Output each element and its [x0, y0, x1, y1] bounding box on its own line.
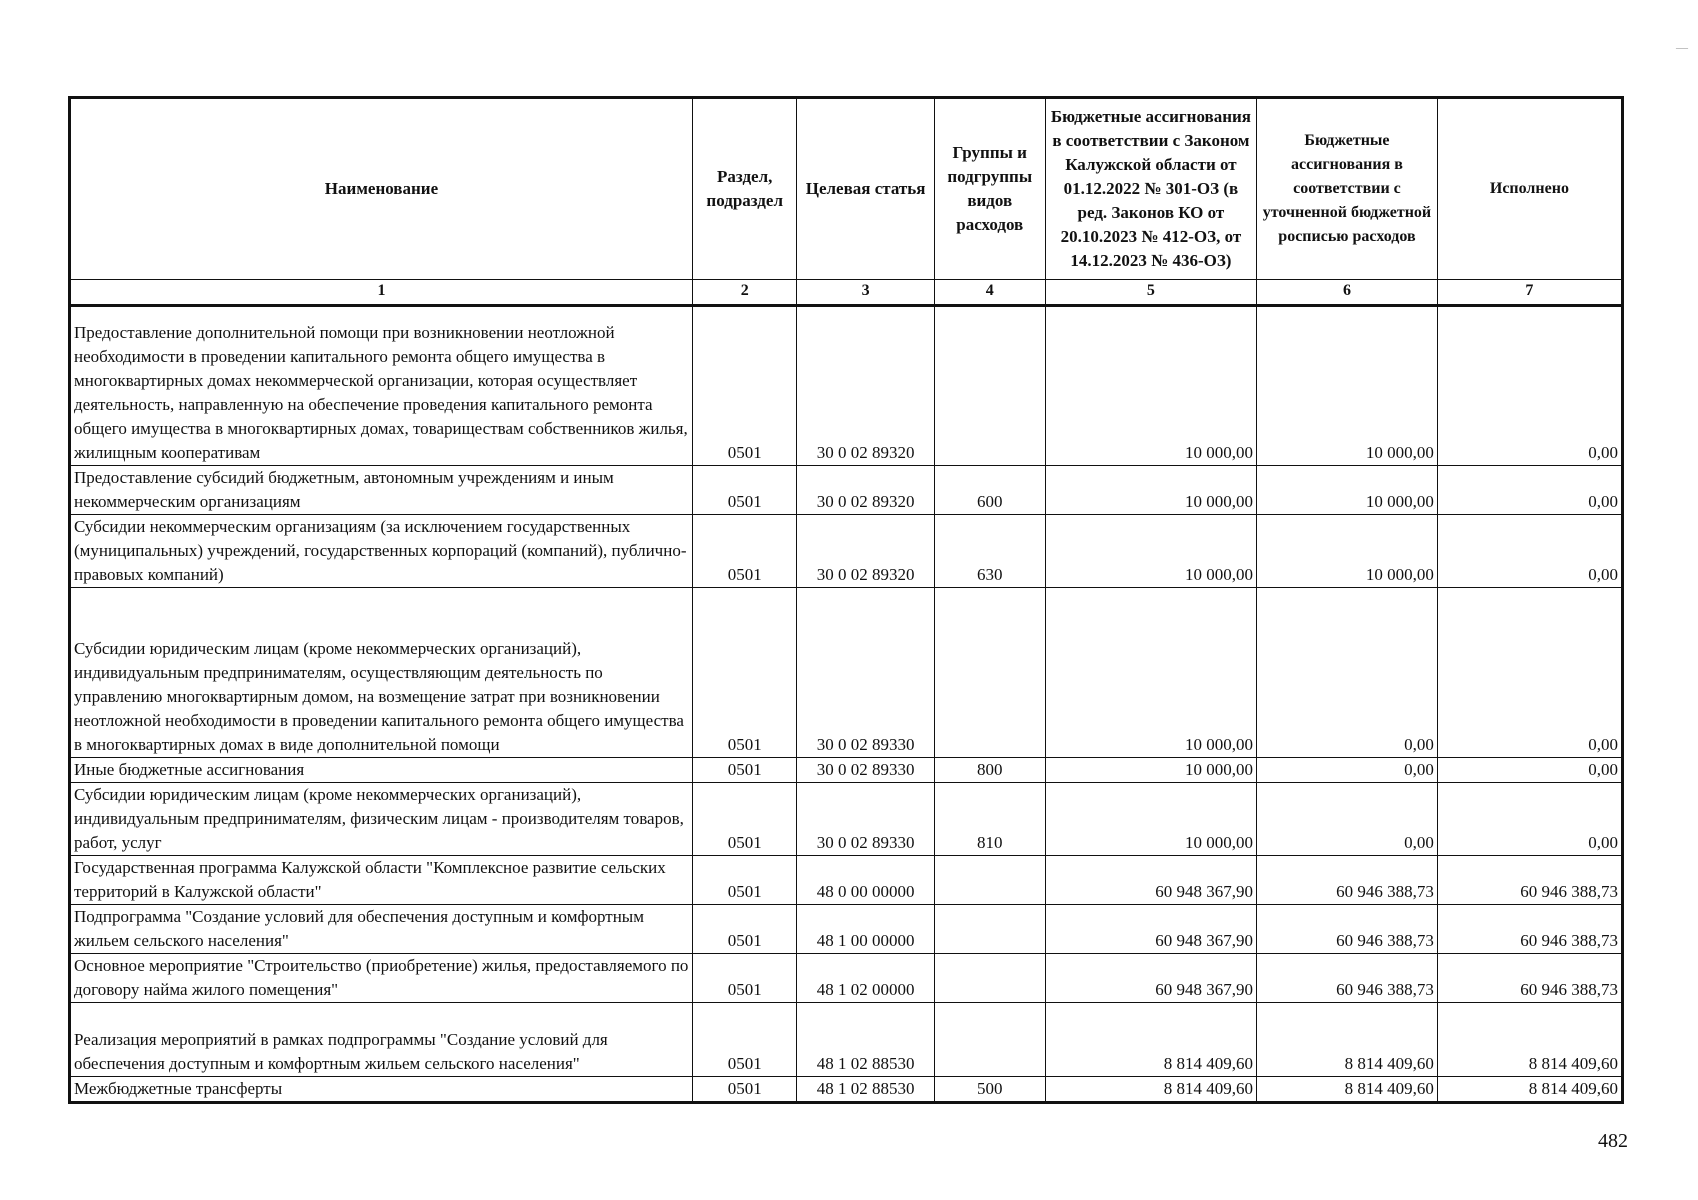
row-name: Межбюджетные трансферты — [70, 1077, 693, 1103]
row-section: 0501 — [692, 466, 797, 515]
row-executed: 60 946 388,73 — [1437, 905, 1622, 954]
row-budget: 10 000,00 — [1257, 466, 1438, 515]
row-section: 0501 — [692, 306, 797, 466]
table-row — [70, 1077, 1623, 1103]
row-executed: 0,00 — [1437, 783, 1622, 856]
row-name: Основное мероприятие "Строительство (приобретение) жилья, предоставляемого по договору найма жилого помещения" — [70, 954, 693, 1003]
row-law: 8 814 409,60 — [1045, 1003, 1256, 1077]
row-article: 48 1 02 88530 — [797, 1077, 934, 1103]
row-article: 48 1 00 00000 — [797, 905, 934, 954]
column-number: 3 — [797, 280, 934, 306]
column-number: 6 — [1257, 280, 1438, 306]
row-section: 0501 — [692, 905, 797, 954]
row-budget: 60 946 388,73 — [1257, 905, 1438, 954]
row-law: 60 948 367,90 — [1045, 954, 1256, 1003]
row-article: 30 0 02 89330 — [797, 783, 934, 856]
row-article: 48 1 02 00000 — [797, 954, 934, 1003]
row-group: 600 — [934, 466, 1045, 515]
page-number: 482 — [1598, 1130, 1628, 1152]
table-row — [70, 954, 1623, 1003]
row-section: 0501 — [692, 1077, 797, 1103]
row-article: 30 0 02 89330 — [797, 588, 934, 758]
row-article: 30 0 02 89320 — [797, 515, 934, 588]
table-row — [70, 758, 1623, 783]
row-law: 10 000,00 — [1045, 515, 1256, 588]
header-article: Целевая статья — [797, 98, 934, 280]
row-budget: 0,00 — [1257, 588, 1438, 758]
header-budget-allocation: Бюджетные ассигнования в соответствии с уточненной бюджетной росписью расходов — [1257, 98, 1438, 280]
row-budget: 10 000,00 — [1257, 515, 1438, 588]
row-budget: 8 814 409,60 — [1257, 1077, 1438, 1103]
row-executed: 0,00 — [1437, 758, 1622, 783]
row-budget: 0,00 — [1257, 783, 1438, 856]
row-group — [934, 954, 1045, 1003]
row-executed: 8 814 409,60 — [1437, 1077, 1622, 1103]
row-group: 630 — [934, 515, 1045, 588]
table-row — [70, 515, 1623, 588]
row-name: Субсидии юридическим лицам (кроме некоммерческих организаций), индивидуальным предпринимателям, физическим лицам - производителям товаров, работ, услуг — [70, 783, 693, 856]
table-row — [70, 306, 1623, 466]
row-group — [934, 856, 1045, 905]
row-article: 48 1 02 88530 — [797, 1003, 934, 1077]
row-executed: 0,00 — [1437, 588, 1622, 758]
row-section: 0501 — [692, 783, 797, 856]
row-executed: 60 946 388,73 — [1437, 954, 1622, 1003]
row-group: 500 — [934, 1077, 1045, 1103]
row-executed: 0,00 — [1437, 306, 1622, 466]
row-executed: 0,00 — [1437, 466, 1622, 515]
row-budget: 60 946 388,73 — [1257, 954, 1438, 1003]
row-executed: 60 946 388,73 — [1437, 856, 1622, 905]
row-group — [934, 306, 1045, 466]
row-group — [934, 905, 1045, 954]
row-name: Субсидии юридическим лицам (кроме некоммерческих организаций), индивидуальным предпринимателям, осуществляющим деятельность по управлению многоквартирным домом, на возмещение затрат при возникновении неотложной необходимости в проведении капитального ремонта общего имущества в многоквартирных домах в виде дополнительной помощи — [70, 588, 693, 758]
table-row — [70, 905, 1623, 954]
row-section: 0501 — [692, 1003, 797, 1077]
column-number: 1 — [70, 280, 693, 306]
row-group — [934, 1003, 1045, 1077]
row-name: Иные бюджетные ассигнования — [70, 758, 693, 783]
table-row — [70, 1003, 1623, 1077]
header-executed: Исполнено — [1437, 98, 1622, 280]
table-row — [70, 588, 1623, 758]
table-row — [70, 856, 1623, 905]
row-law: 60 948 367,90 — [1045, 905, 1256, 954]
row-budget: 10 000,00 — [1257, 306, 1438, 466]
scan-mark: — — [1676, 40, 1688, 54]
row-budget: 0,00 — [1257, 758, 1438, 783]
row-law: 60 948 367,90 — [1045, 856, 1256, 905]
row-name: Подпрограмма "Создание условий для обеспечения доступным и комфортным жильем сельского населения" — [70, 905, 693, 954]
table-row — [70, 466, 1623, 515]
row-law: 8 814 409,60 — [1045, 1077, 1256, 1103]
row-article: 30 0 02 89320 — [797, 466, 934, 515]
table-header — [70, 98, 1623, 280]
column-number: 4 — [934, 280, 1045, 306]
table-row — [70, 783, 1623, 856]
row-law: 10 000,00 — [1045, 306, 1256, 466]
row-name: Субсидии некоммерческим организациям (за исключением государственных (муниципальных) учреждений, государственных корпораций (компаний), публично-правовых компаний) — [70, 515, 693, 588]
row-section: 0501 — [692, 954, 797, 1003]
row-law: 10 000,00 — [1045, 466, 1256, 515]
row-article: 30 0 02 89320 — [797, 306, 934, 466]
column-numbers-row — [70, 280, 1623, 306]
row-article: 48 0 00 00000 — [797, 856, 934, 905]
row-group — [934, 588, 1045, 758]
row-section: 0501 — [692, 856, 797, 905]
row-law: 10 000,00 — [1045, 758, 1256, 783]
column-number: 7 — [1437, 280, 1622, 306]
row-section: 0501 — [692, 515, 797, 588]
row-section: 0501 — [692, 588, 797, 758]
row-law: 10 000,00 — [1045, 588, 1256, 758]
header-group: Группы и подгруппы видов расходов — [934, 98, 1045, 280]
row-budget: 60 946 388,73 — [1257, 856, 1438, 905]
row-executed: 0,00 — [1437, 515, 1622, 588]
header-law-allocation: Бюджетные ассигнования в соответствии с Законом Калужской области от 01.12.2022 № 301-ОЗ (в ред. Законов КО от 20.10.2023 № 412-ОЗ, от 14.12.2023 № 436-ОЗ) — [1045, 98, 1256, 280]
header-name: Наименование — [70, 98, 693, 280]
row-law: 10 000,00 — [1045, 783, 1256, 856]
row-name: Предоставление субсидий бюджетным, автономным учреждениям и иным некоммерческим организациям — [70, 466, 693, 515]
row-section: 0501 — [692, 758, 797, 783]
row-article: 30 0 02 89330 — [797, 758, 934, 783]
row-name: Предоставление дополнительной помощи при возникновении неотложной необходимости в проведении капитального ремонта общего имущества в многоквартирных домах некоммерческой организации, которая осуществляет деятельность, направленную на обеспечение проведения капитального ремонта общего имущества в многоквартирных домах, товариществам собственников жилья, жилищным кооперативам — [70, 306, 693, 466]
column-number: 5 — [1045, 280, 1256, 306]
row-group: 810 — [934, 783, 1045, 856]
row-group: 800 — [934, 758, 1045, 783]
row-executed: 8 814 409,60 — [1437, 1003, 1622, 1077]
header-section: Раздел, подраздел — [692, 98, 797, 280]
row-name: Реализация мероприятий в рамках подпрограммы "Создание условий для обеспечения доступным и комфортным жильем сельского населения" — [70, 1003, 693, 1077]
column-number: 2 — [692, 280, 797, 306]
budget-table — [68, 96, 1624, 1104]
row-budget: 8 814 409,60 — [1257, 1003, 1438, 1077]
row-name: Государственная программа Калужской области "Комплексное развитие сельских территорий в Калужской области" — [70, 856, 693, 905]
